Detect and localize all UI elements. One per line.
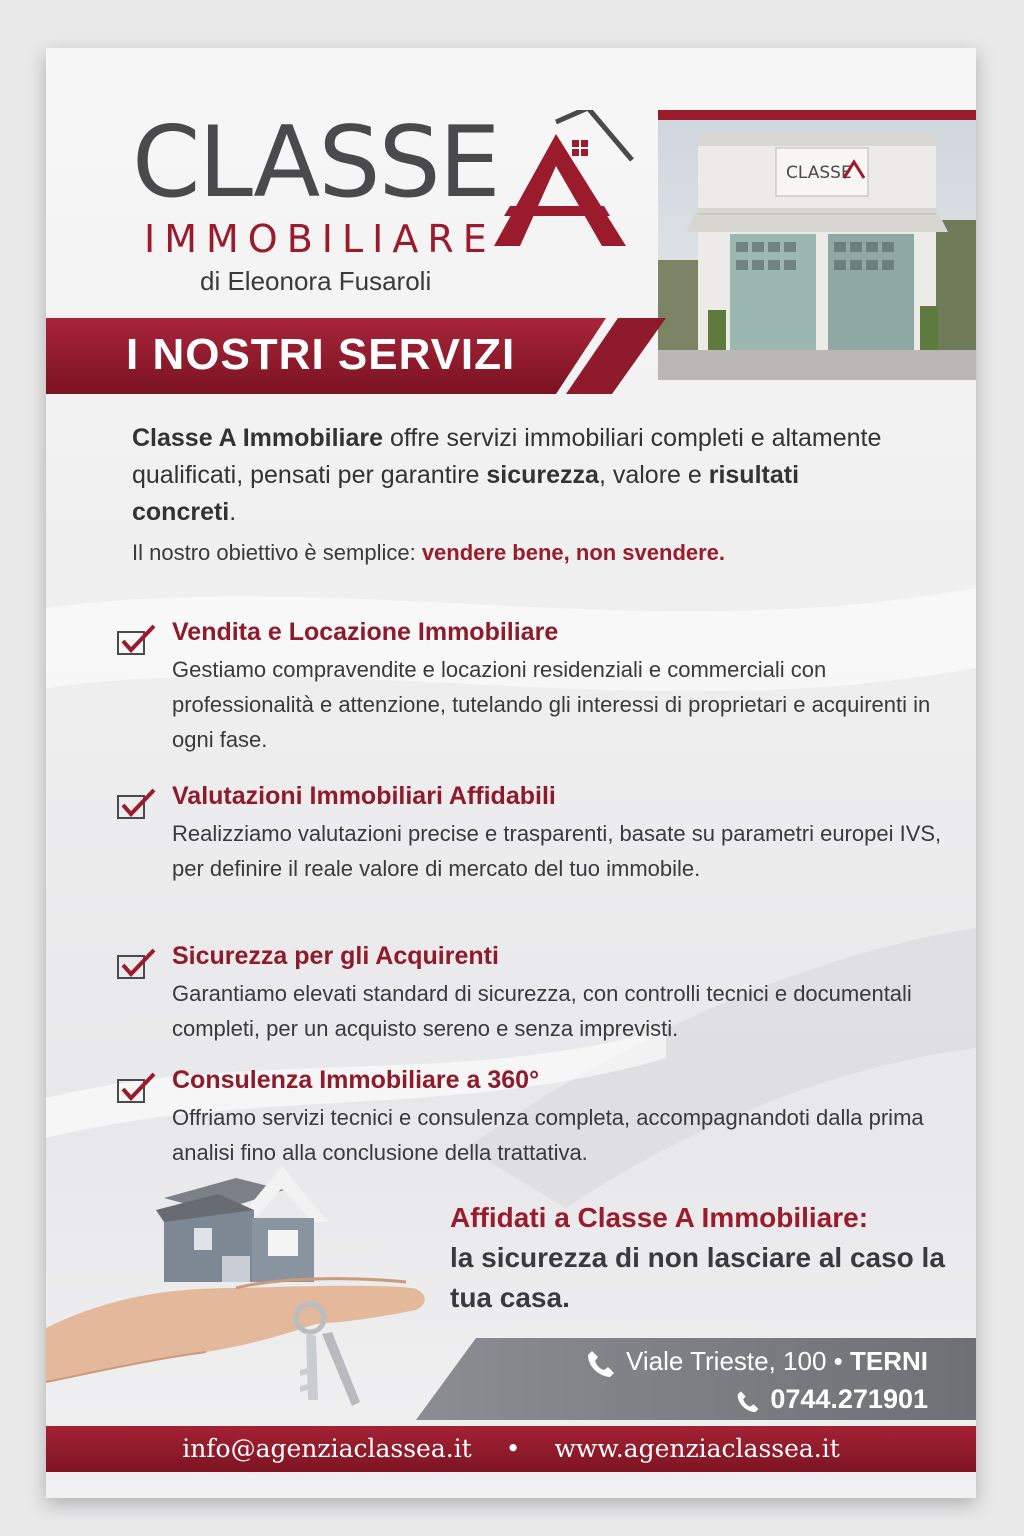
hand-house-keys-illustration <box>46 1138 466 1458</box>
service-description: Gestiamo compravendite e locazioni residenziali e commerciali con professionalità e attenzione, tutelando gli interessi di proprietari e acquirenti in ogni fase. <box>172 657 931 752</box>
tagline-line-2: la sicurezza di non lasciare al caso la tua casa. <box>450 1242 945 1313</box>
service-title: Consulenza Immobiliare a 360° <box>172 1066 540 1094</box>
service-description: Offriamo servizi tecnici e consulenza completa, accompagnandoti dalla prima analisi fino alla conclusione della trattativa. <box>172 1105 924 1165</box>
storefront-sign-text: CLASSE <box>786 163 852 183</box>
storefront-photo <box>658 110 976 380</box>
service-title: Valutazioni Immobiliari Affidabili <box>172 782 556 810</box>
footer-contacts <box>46 1430 976 1468</box>
address-separator: • <box>833 1346 843 1376</box>
service-title: Vendita e Locazione Immobiliare <box>172 618 559 646</box>
address-city: TERNI <box>850 1346 928 1376</box>
goal-line <box>132 540 725 566</box>
flyer <box>46 48 976 1498</box>
intro-text-2: , valore e <box>598 461 709 489</box>
storefront-illustration <box>658 110 976 380</box>
phone-number[interactable]: 0744.271901 <box>770 1384 928 1414</box>
address-line <box>586 1348 928 1378</box>
logo-owner: di Eleonora Fusaroli <box>200 266 432 296</box>
banner-title: I NOSTRI SERVIZI <box>126 330 516 379</box>
checkbox-check-icon <box>116 624 156 656</box>
logo-wordmark: CLASSE <box>132 106 499 220</box>
phone-icon <box>586 1348 616 1378</box>
tagline-line-1: Affidati a Classe A Immobiliare: <box>450 1202 869 1233</box>
intro-end: . <box>229 498 237 526</box>
address-street: Viale Trieste, 100 <box>626 1346 827 1376</box>
goal-text: Il nostro obiettivo è semplice: <box>132 540 422 565</box>
intro-bold-1: sicurezza <box>486 461 599 489</box>
intro-brand: Classe A Immobiliare <box>132 424 384 452</box>
website-link[interactable]: www.agenziaclassea.it <box>554 1434 840 1463</box>
footer-separator: • <box>505 1434 521 1463</box>
service-description: Realizziamo valutazioni precise e trasparenti, basate su parametri europei IVS, per definire il reale valore di mercato del tuo immobile. <box>172 821 942 881</box>
logo-subtitle: IMMOBILIARE <box>144 217 496 261</box>
checkbox-check-icon <box>116 1072 156 1104</box>
intro-text-1: offre servizi immobiliari completi e altamente qualificati, pensati per garantire <box>132 424 882 489</box>
intro-bold-2: risultati concreti <box>132 461 800 526</box>
goal-accent: vendere bene, non svendere. <box>421 540 726 565</box>
checkbox-check-icon <box>116 948 156 980</box>
checkbox-check-icon <box>116 788 156 820</box>
email-link[interactable]: info@agenziaclassea.it <box>182 1434 472 1463</box>
phone-line <box>736 1386 928 1413</box>
phone-icon <box>736 1389 760 1413</box>
service-description: Garantiamo elevati standard di sicurezza, con controlli tecnici e documentali completi, per un acquisto sereno e senza imprevisti. <box>172 981 912 1041</box>
closing-tagline <box>450 1198 950 1318</box>
logo-house-a-icon <box>486 110 636 260</box>
intro-paragraph <box>132 420 892 531</box>
service-title: Sicurezza per gli Acquirenti <box>172 942 499 970</box>
